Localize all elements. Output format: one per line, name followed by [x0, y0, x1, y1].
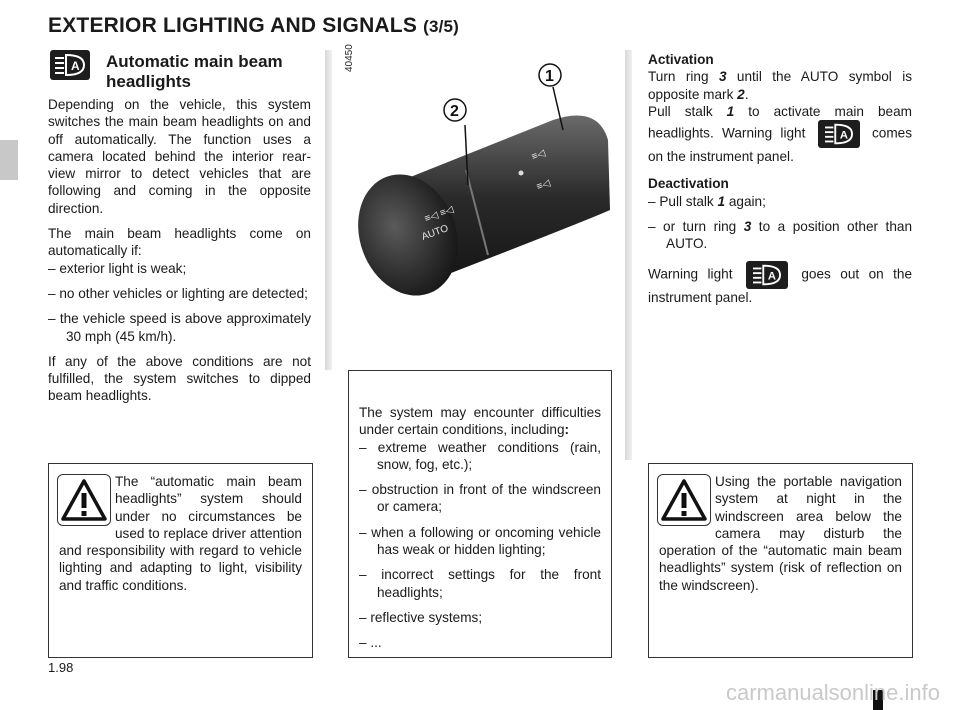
- list-item: – the vehicle speed is above approximately 30 mph (45 km/h).: [48, 311, 311, 344]
- auto-main-beam-icon: [50, 50, 90, 80]
- list-item: – obstruction in front of the windscreen or camera;: [359, 482, 601, 515]
- note-text: The system may encounter difficulties under certain conditions, including: – extreme weather conditions (rain, snow, fog, etc.); – obstruction in front of the windscreen or camera; – when a following or oncoming vehicle has weak or hidden lighting; – incorrect settings for the front headlights; – reflective systems; – ...: [359, 405, 601, 651]
- svg-text:≡◁: ≡◁: [530, 147, 547, 163]
- svg-text:A: A: [839, 129, 848, 142]
- intro-paragraph: Depending on the vehicle, this system switches the main beam headlights on and off automatically. The function uses a camera located behind the interior rear-view mirror to detect vehicles that are following and coming in the opposite direction.: [48, 97, 311, 216]
- list-item: – extreme weather conditions (rain, snow, fog, etc.);: [359, 439, 601, 472]
- section-heading: Automatic main beam headlights: [106, 52, 283, 91]
- list-item: – ...: [359, 635, 382, 651]
- note-box: [348, 370, 612, 658]
- conditions-intro: The main beam headlights come on automatically if:: [48, 226, 311, 259]
- page-number: 1.98: [48, 660, 74, 675]
- warning-text-right: Using the portable navigation system at night in the windscreen area below the camera may disturb the operation of the “automatic main beam headlights” system (risk of reflection on the windscreen).: [659, 474, 902, 593]
- warning-text-left: The “automatic main beam headlights” system should under no circumstances be used to replace driver attention and responsibility with regard to vehicle lighting and adapting to light, visibility and traffic conditions.: [59, 474, 302, 593]
- figure-code: 40450: [344, 44, 355, 72]
- column-divider-left: [325, 50, 332, 370]
- column-divider-right: [625, 50, 632, 460]
- list-item: – or turn ring 3 to a position other than AUTO.: [648, 219, 913, 252]
- svg-text:≡◁: ≡◁: [535, 177, 552, 193]
- fallback-paragraph: If any of the above conditions are not fulfilled, the system switches to dipped beam headlights.: [48, 353, 311, 404]
- list-item: – incorrect settings for the front headlights;: [359, 567, 601, 600]
- deactivation-heading: Deactivation: [648, 176, 729, 192]
- svg-text:2: 2: [450, 103, 459, 120]
- stalk-auto-label: AUTO: [420, 223, 450, 243]
- list-item: – exterior light is weak;: [48, 260, 187, 276]
- page-title: EXTERIOR LIGHTING AND SIGNALS (3/5): [48, 14, 460, 37]
- svg-text:≡◁ ≡◁: ≡◁ ≡◁: [423, 204, 456, 225]
- right-body: Activation Turn ring 3 until the AUTO symbol is opposite mark 2. Pull stalk 1 to activate main beam headlights. Warning light A comes on the instrument panel. Deactivation – Pull stalk 1 again; – or turn ring 3 to a position other than AUTO. Warning light A goes out on the instrument panel.: [648, 52, 913, 305]
- warning-box-right: [648, 463, 913, 658]
- activation-heading: Activation: [648, 52, 714, 67]
- auto-main-beam-icon: [818, 120, 860, 148]
- svg-text:1: 1: [545, 68, 554, 85]
- svg-text:A: A: [767, 270, 776, 283]
- section-tab: [0, 140, 18, 180]
- warning-box-left: [48, 463, 313, 658]
- auto-main-beam-icon: [746, 261, 788, 289]
- svg-text:A: A: [71, 59, 80, 73]
- light-stalk-illustration: [338, 50, 618, 340]
- left-body: [48, 96, 311, 413]
- conditions-list: [48, 260, 311, 345]
- list-item: – no other vehicles or lighting are detected;: [48, 285, 308, 301]
- page-counter: (3/5): [423, 17, 460, 36]
- list-item: – Pull stalk 1 again;: [648, 193, 766, 209]
- list-item: – reflective systems;: [359, 609, 483, 625]
- watermark: carmanualsonline.info: [725, 680, 940, 705]
- list-item: – when a following or oncoming vehicle has weak or hidden lighting;: [359, 524, 601, 558]
